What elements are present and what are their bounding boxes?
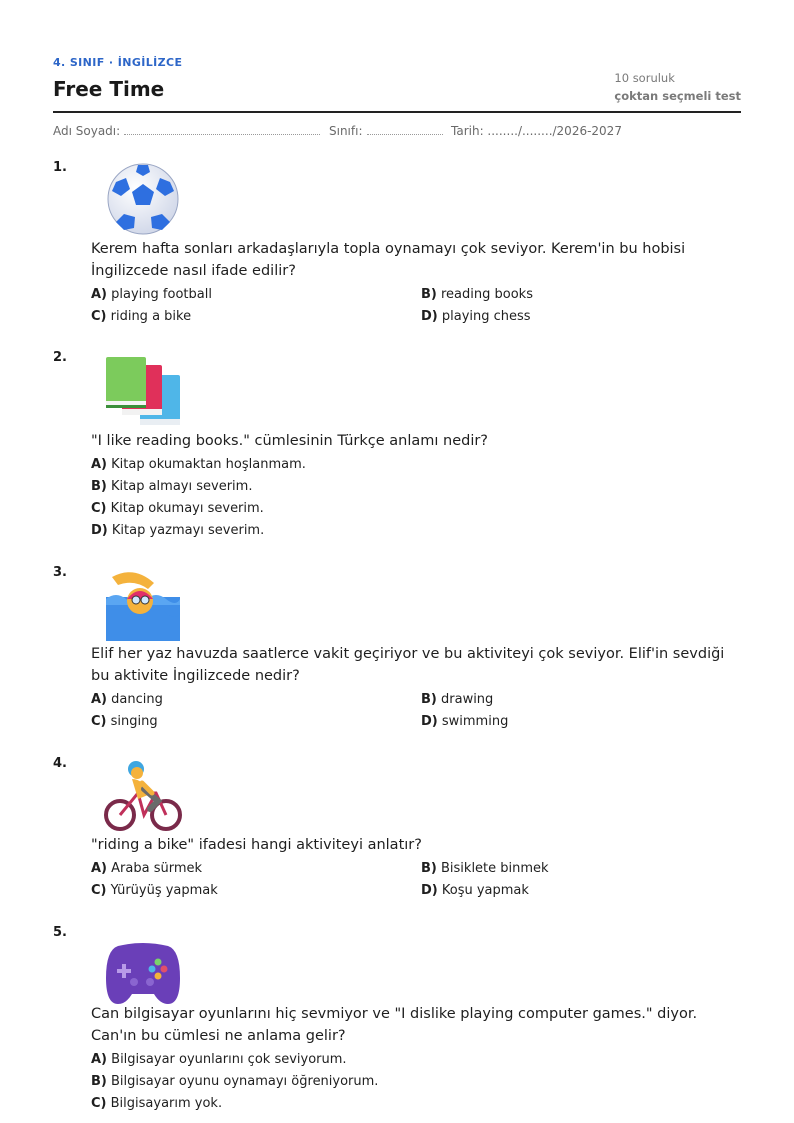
option-a[interactable] xyxy=(91,861,202,876)
option-b[interactable] xyxy=(421,861,549,876)
question-text: Elif her yaz havuzda saatlerce vakit geçiriyor ve bu aktiviteyi çok seviyor. Elif'in sevdiği bu aktivite İngilizcede nedir? xyxy=(91,646,725,684)
option-text: Bilgisayar oyunlarını çok seviyorum. xyxy=(111,1052,347,1067)
option-b[interactable] xyxy=(421,692,493,707)
question-number: 1. xyxy=(53,160,67,175)
subject-label: 4. SINIF · İNGİLİZCE xyxy=(53,56,183,69)
books-icon xyxy=(104,355,182,429)
test-meta xyxy=(614,71,741,103)
option-b[interactable] xyxy=(91,479,252,494)
option-d[interactable] xyxy=(91,523,264,538)
option-c[interactable] xyxy=(91,501,264,516)
option-text: playing chess xyxy=(441,309,531,324)
option-letter: C) xyxy=(91,501,107,516)
option-letter: B) xyxy=(91,1074,107,1089)
option-a[interactable] xyxy=(91,287,212,302)
option-letter: A) xyxy=(91,1052,108,1067)
swimmer-icon xyxy=(104,569,182,643)
option-text: Kitap almayı severim. xyxy=(111,479,253,494)
option-text: riding a bike xyxy=(110,309,192,324)
option-d[interactable] xyxy=(421,714,508,729)
option-text: reading books xyxy=(441,287,533,302)
question-text: Kerem hafta sonları arkadaşlarıyla topla oynamayı çok seviyor. Kerem'in bu hobisi İngilizcede nasıl ifade edilir? xyxy=(91,241,686,279)
test-type: çoktan seçmeli test xyxy=(614,89,741,103)
option-letter: B) xyxy=(91,479,107,494)
header-divider xyxy=(53,111,741,113)
option-letter: D) xyxy=(91,523,108,538)
question-text: "I like reading books." cümlesinin Türkçe anlamı nedir? xyxy=(91,433,489,449)
option-letter: C) xyxy=(91,309,107,324)
option-text: dancing xyxy=(111,692,163,707)
option-d[interactable] xyxy=(421,309,531,324)
option-text: Bilgisayarım yok. xyxy=(110,1096,223,1111)
option-a[interactable] xyxy=(91,457,306,472)
option-text: Kitap yazmayı severim. xyxy=(111,523,265,538)
option-letter: A) xyxy=(91,861,108,876)
question-number: 5. xyxy=(53,925,67,940)
question-number: 2. xyxy=(53,350,67,365)
option-text: Kitap okumaktan hoşlanmam. xyxy=(111,457,306,472)
question-number: 4. xyxy=(53,756,67,771)
name-label: Adı Soyadı: xyxy=(53,124,121,138)
name-field[interactable] xyxy=(53,124,320,138)
option-text: Yürüyüş yapmak xyxy=(110,883,218,898)
option-c[interactable] xyxy=(91,714,158,729)
page-title: Free Time xyxy=(53,77,165,101)
option-letter: D) xyxy=(421,714,438,729)
option-text: swimming xyxy=(441,714,509,729)
option-letter: C) xyxy=(91,714,107,729)
option-b[interactable] xyxy=(421,287,533,302)
option-letter: B) xyxy=(421,692,437,707)
class-field[interactable] xyxy=(329,124,443,138)
option-letter: A) xyxy=(91,287,108,302)
option-letter: D) xyxy=(421,883,438,898)
option-a[interactable] xyxy=(91,1052,347,1067)
cyclist-icon xyxy=(104,759,182,833)
question-text: "riding a bike" ifadesi hangi aktiviteyi anlatır? xyxy=(91,837,422,853)
question-count: 10 soruluk xyxy=(614,71,675,85)
option-text: Kitap okumayı severim. xyxy=(110,501,264,516)
option-text: Bilgisayar oyunu oynamayı öğreniyorum. xyxy=(111,1074,379,1089)
option-text: Bisiklete binmek xyxy=(441,861,549,876)
option-d[interactable] xyxy=(421,883,529,898)
option-a[interactable] xyxy=(91,692,163,707)
option-text: singing xyxy=(110,714,158,729)
soccer-ball-icon xyxy=(104,162,182,236)
option-text: drawing xyxy=(441,692,494,707)
option-c[interactable] xyxy=(91,883,218,898)
option-c[interactable] xyxy=(91,309,191,324)
game-controller-icon xyxy=(104,938,182,1012)
option-letter: D) xyxy=(421,309,438,324)
question-text: Can bilgisayar oyunlarını hiç sevmiyor ve "I dislike playing computer games." diyor. Can'ın bu cümlesi ne anlama gelir? xyxy=(91,1006,698,1044)
option-letter: A) xyxy=(91,457,108,472)
question-number: 3. xyxy=(53,565,67,580)
option-b[interactable] xyxy=(91,1074,378,1089)
option-letter: B) xyxy=(421,287,437,302)
option-letter: C) xyxy=(91,1096,107,1111)
option-letter: C) xyxy=(91,883,107,898)
date-field: Tarih: ......../......../2026-2027 xyxy=(451,124,622,138)
option-letter: B) xyxy=(421,861,437,876)
option-text: Koşu yapmak xyxy=(441,883,529,898)
option-text: playing football xyxy=(111,287,212,302)
option-letter: A) xyxy=(91,692,108,707)
class-label: Sınıfı: xyxy=(329,124,363,138)
option-c[interactable] xyxy=(91,1096,222,1111)
option-text: Araba sürmek xyxy=(111,861,203,876)
